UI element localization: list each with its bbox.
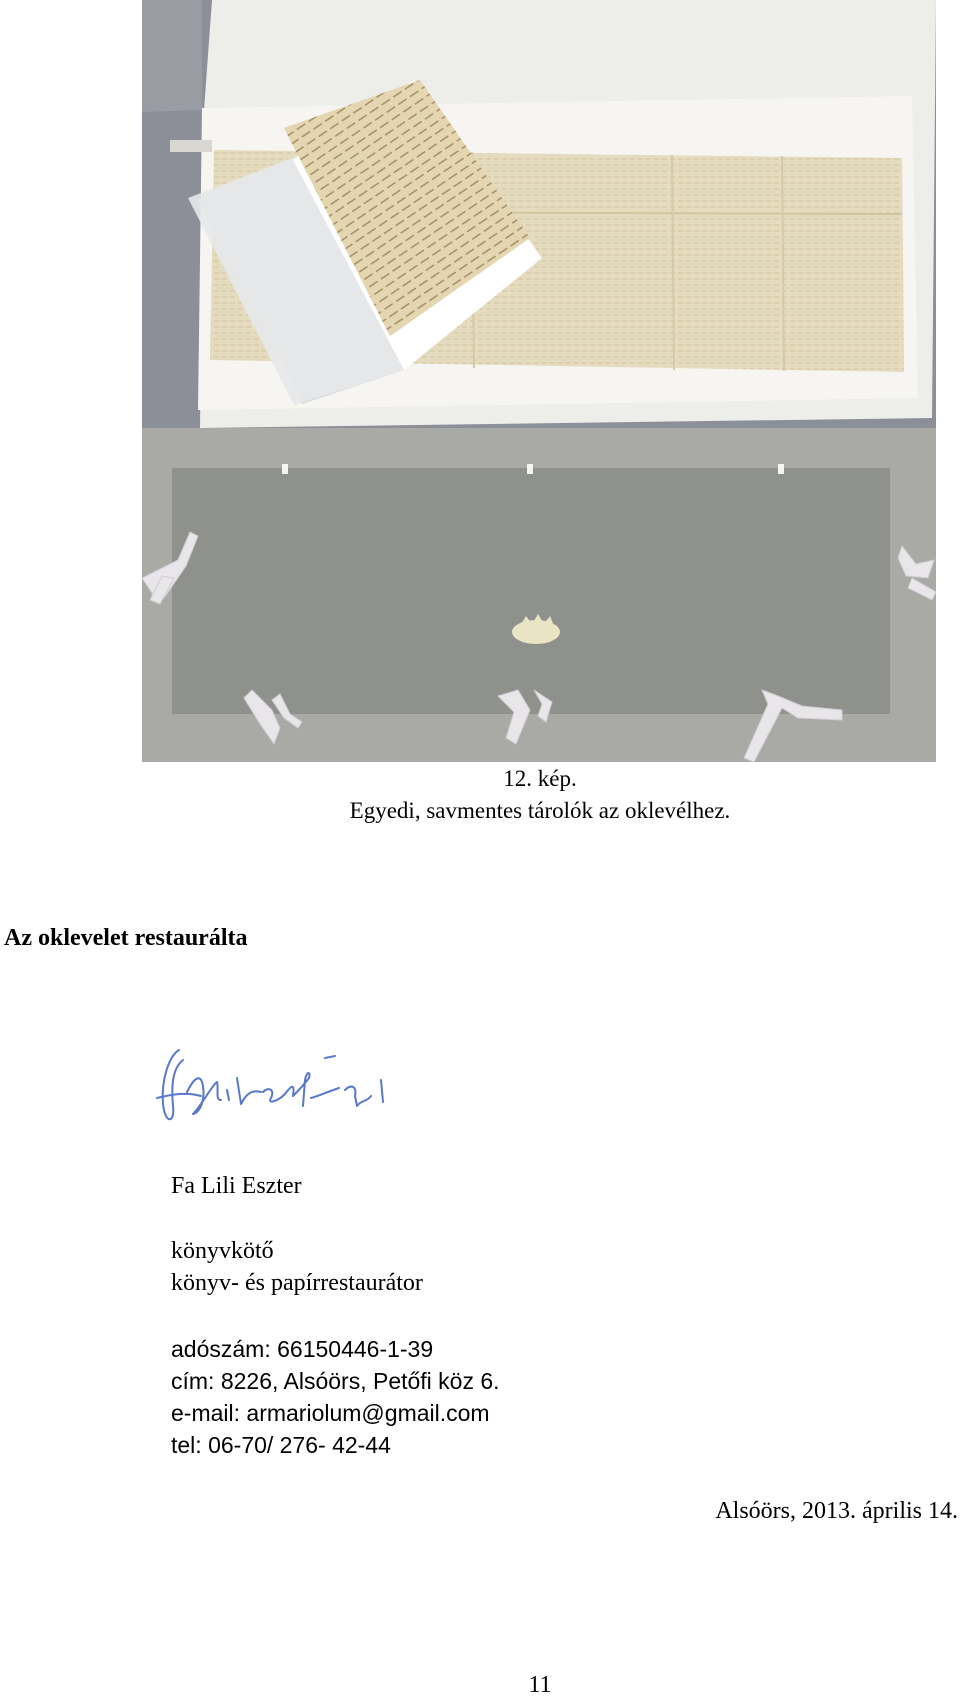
tax-id: adószám: 66150446-1-39 <box>171 1336 434 1362</box>
section-heading: Az oklevelet restaurálta <box>4 925 248 951</box>
restorer-role-conservator: könyv- és papírrestaurátor <box>171 1270 423 1296</box>
page-number: 11 <box>528 1672 552 1698</box>
restorer-name: Fa Lili Eszter <box>171 1173 302 1199</box>
handwritten-signature <box>143 1020 403 1140</box>
place-and-date: Alsóörs, 2013. április 14. <box>715 1498 958 1524</box>
phone: tel: 06-70/ 276- 42-44 <box>171 1432 391 1458</box>
storage-board-photo <box>142 428 936 762</box>
email: e-mail: armariolum@gmail.com <box>171 1400 490 1426</box>
figure-caption: Egyedi, savmentes tárolók az oklevélhez. <box>349 798 731 823</box>
restorer-role-bookbinder: könyvkötő <box>171 1238 274 1264</box>
figure-number: 12. kép. <box>503 766 577 791</box>
charter-photo <box>142 0 936 428</box>
address: cím: 8226, Alsóörs, Petőfi köz 6. <box>171 1368 500 1394</box>
